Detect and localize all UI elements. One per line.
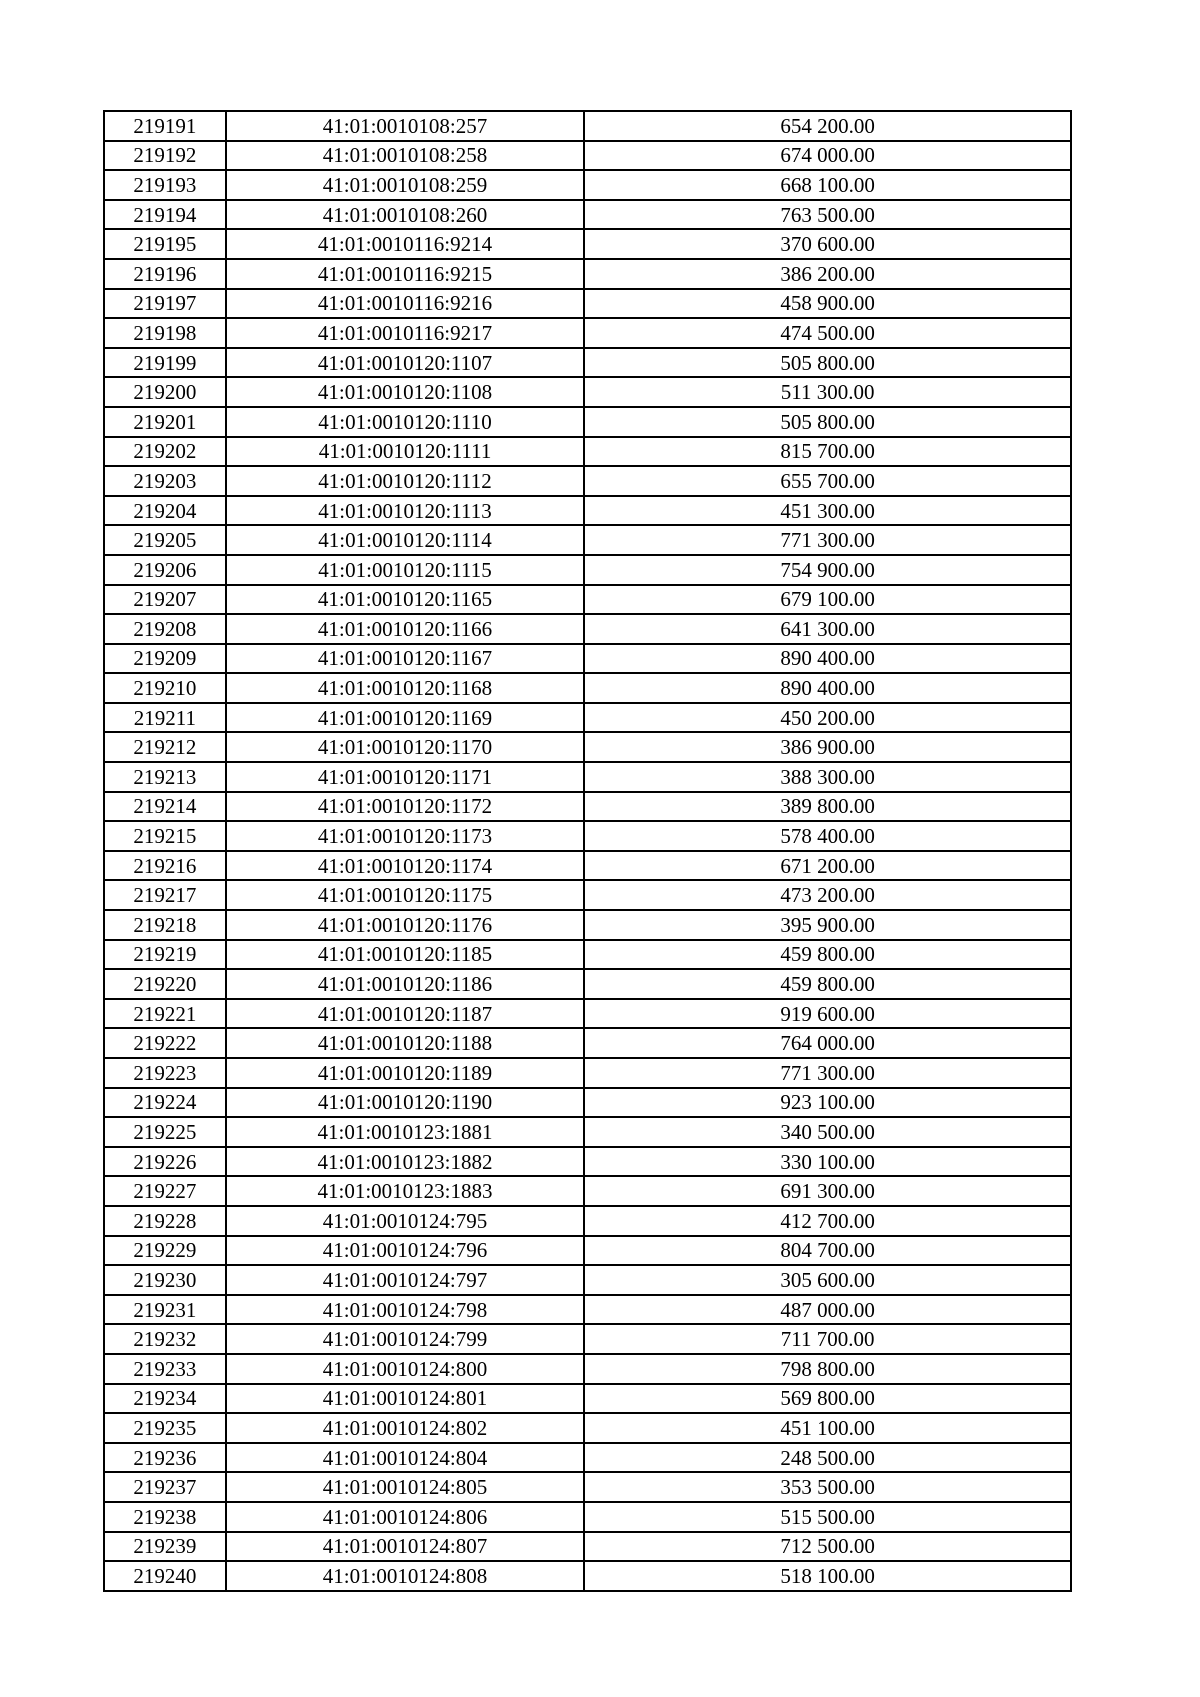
cadastral-value-cell: 386 200.00 — [584, 259, 1071, 289]
table-row — [104, 229, 1071, 259]
table-row — [104, 732, 1071, 762]
cadastral-number-cell: 41:01:0010120:1107 — [226, 348, 584, 378]
cadastral-number-cell: 41:01:0010108:258 — [226, 141, 584, 171]
cadastral-value-cell: 674 000.00 — [584, 141, 1071, 171]
cadastral-number-cell: 41:01:0010124:808 — [226, 1561, 584, 1591]
row-number-cell: 219227 — [104, 1176, 226, 1206]
table-row — [104, 1028, 1071, 1058]
cadastral-value-cell: 691 300.00 — [584, 1176, 1071, 1206]
cadastral-value-cell: 370 600.00 — [584, 229, 1071, 259]
cadastral-value-cell: 515 500.00 — [584, 1502, 1071, 1532]
cadastral-value-cell: 919 600.00 — [584, 999, 1071, 1029]
table-row — [104, 1532, 1071, 1562]
cadastral-number-cell: 41:01:0010120:1190 — [226, 1088, 584, 1118]
table-row — [104, 1413, 1071, 1443]
row-number-cell: 219195 — [104, 229, 226, 259]
cadastral-number-cell: 41:01:0010116:9216 — [226, 289, 584, 319]
cadastral-value-cell: 474 500.00 — [584, 318, 1071, 348]
cadastral-number-cell: 41:01:0010108:260 — [226, 200, 584, 230]
cadastral-value-cell: 305 600.00 — [584, 1265, 1071, 1295]
cadastral-number-cell: 41:01:0010116:9215 — [226, 259, 584, 289]
row-number-cell: 219209 — [104, 644, 226, 674]
table-row — [104, 851, 1071, 881]
cadastral-number-cell: 41:01:0010120:1113 — [226, 496, 584, 526]
cadastral-value-cell: 487 000.00 — [584, 1295, 1071, 1325]
cadastral-value-cell: 505 800.00 — [584, 348, 1071, 378]
table-row — [104, 496, 1071, 526]
row-number-cell: 219231 — [104, 1295, 226, 1325]
table-row — [104, 1176, 1071, 1206]
table-row — [104, 200, 1071, 230]
cadastral-number-cell: 41:01:0010116:9214 — [226, 229, 584, 259]
row-number-cell: 219237 — [104, 1472, 226, 1502]
cadastral-number-cell: 41:01:0010124:807 — [226, 1532, 584, 1562]
table-row — [104, 969, 1071, 999]
row-number-cell: 219240 — [104, 1561, 226, 1591]
cadastral-number-cell: 41:01:0010116:9217 — [226, 318, 584, 348]
cadastral-value-cell: 890 400.00 — [584, 673, 1071, 703]
row-number-cell: 219197 — [104, 289, 226, 319]
cadastral-value-cell: 389 800.00 — [584, 792, 1071, 822]
cadastral-number-cell: 41:01:0010123:1881 — [226, 1117, 584, 1147]
cadastral-value-cell: 330 100.00 — [584, 1147, 1071, 1177]
cadastral-value-cell: 815 700.00 — [584, 437, 1071, 467]
cadastral-number-cell: 41:01:0010120:1111 — [226, 437, 584, 467]
cadastral-value-cell: 518 100.00 — [584, 1561, 1071, 1591]
row-number-cell: 219207 — [104, 585, 226, 615]
table-row — [104, 141, 1071, 171]
cadastral-value-cell: 654 200.00 — [584, 111, 1071, 141]
table-row — [104, 1295, 1071, 1325]
row-number-cell: 219225 — [104, 1117, 226, 1147]
row-number-cell: 219191 — [104, 111, 226, 141]
cadastral-value-cell: 412 700.00 — [584, 1206, 1071, 1236]
cadastral-value-cell: 459 800.00 — [584, 969, 1071, 999]
row-number-cell: 219224 — [104, 1088, 226, 1118]
cadastral-value-cell: 388 300.00 — [584, 762, 1071, 792]
row-number-cell: 219211 — [104, 703, 226, 733]
row-number-cell: 219193 — [104, 170, 226, 200]
cadastral-number-cell: 41:01:0010120:1114 — [226, 525, 584, 555]
cadastral-value-cell: 450 200.00 — [584, 703, 1071, 733]
row-number-cell: 219212 — [104, 732, 226, 762]
cadastral-number-cell: 41:01:0010123:1883 — [226, 1176, 584, 1206]
table-row — [104, 466, 1071, 496]
table-row — [104, 1502, 1071, 1532]
table-row — [104, 318, 1071, 348]
cadastral-value-cell: 668 100.00 — [584, 170, 1071, 200]
cadastral-number-cell: 41:01:0010120:1188 — [226, 1028, 584, 1058]
cadastral-value-cell: 451 100.00 — [584, 1413, 1071, 1443]
row-number-cell: 219226 — [104, 1147, 226, 1177]
cadastral-value-cell: 655 700.00 — [584, 466, 1071, 496]
table-row — [104, 555, 1071, 585]
table-row — [104, 259, 1071, 289]
table-row — [104, 525, 1071, 555]
cadastral-number-cell: 41:01:0010120:1169 — [226, 703, 584, 733]
cadastral-value-cell: 890 400.00 — [584, 644, 1071, 674]
table-row — [104, 792, 1071, 822]
cadastral-value-cell: 451 300.00 — [584, 496, 1071, 526]
cadastral-number-cell: 41:01:0010120:1115 — [226, 555, 584, 585]
row-number-cell: 219220 — [104, 969, 226, 999]
table-body — [104, 111, 1071, 1591]
row-number-cell: 219236 — [104, 1443, 226, 1473]
cadastral-number-cell: 41:01:0010120:1171 — [226, 762, 584, 792]
cadastral-value-cell: 923 100.00 — [584, 1088, 1071, 1118]
row-number-cell: 219234 — [104, 1384, 226, 1414]
cadastral-value-cell: 712 500.00 — [584, 1532, 1071, 1562]
cadastral-value-cell: 671 200.00 — [584, 851, 1071, 881]
table-row — [104, 1117, 1071, 1147]
table-row — [104, 644, 1071, 674]
cadastral-number-cell: 41:01:0010120:1168 — [226, 673, 584, 703]
table-row — [104, 1206, 1071, 1236]
row-number-cell: 219201 — [104, 407, 226, 437]
table-row — [104, 880, 1071, 910]
cadastral-number-cell: 41:01:0010124:795 — [226, 1206, 584, 1236]
cadastral-value-cell: 771 300.00 — [584, 1058, 1071, 1088]
row-number-cell: 219213 — [104, 762, 226, 792]
cadastral-value-cell: 804 700.00 — [584, 1236, 1071, 1266]
cadastral-value-cell: 711 700.00 — [584, 1324, 1071, 1354]
row-number-cell: 219210 — [104, 673, 226, 703]
cadastral-number-cell: 41:01:0010120:1173 — [226, 821, 584, 851]
cadastral-number-cell: 41:01:0010123:1882 — [226, 1147, 584, 1177]
row-number-cell: 219206 — [104, 555, 226, 585]
cadastral-number-cell: 41:01:0010120:1166 — [226, 614, 584, 644]
cadastral-value-cell: 763 500.00 — [584, 200, 1071, 230]
row-number-cell: 219216 — [104, 851, 226, 881]
table-row — [104, 673, 1071, 703]
row-number-cell: 219232 — [104, 1324, 226, 1354]
table-row — [104, 377, 1071, 407]
row-number-cell: 219192 — [104, 141, 226, 171]
cadastral-number-cell: 41:01:0010124:804 — [226, 1443, 584, 1473]
table-row — [104, 1443, 1071, 1473]
cadastral-value-cell: 353 500.00 — [584, 1472, 1071, 1502]
cadastral-value-cell: 679 100.00 — [584, 585, 1071, 615]
cadastral-value-cell: 764 000.00 — [584, 1028, 1071, 1058]
row-number-cell: 219229 — [104, 1236, 226, 1266]
row-number-cell: 219196 — [104, 259, 226, 289]
row-number-cell: 219230 — [104, 1265, 226, 1295]
cadastral-value-cell: 459 800.00 — [584, 940, 1071, 970]
cadastral-number-cell: 41:01:0010124:796 — [226, 1236, 584, 1266]
cadastral-number-cell: 41:01:0010124:801 — [226, 1384, 584, 1414]
row-number-cell: 219215 — [104, 821, 226, 851]
row-number-cell: 219194 — [104, 200, 226, 230]
cadastral-number-cell: 41:01:0010120:1186 — [226, 969, 584, 999]
table-row — [104, 762, 1071, 792]
row-number-cell: 219204 — [104, 496, 226, 526]
cadastral-number-cell: 41:01:0010124:797 — [226, 1265, 584, 1295]
cadastral-value-cell: 473 200.00 — [584, 880, 1071, 910]
cadastral-number-cell: 41:01:0010120:1110 — [226, 407, 584, 437]
row-number-cell: 219203 — [104, 466, 226, 496]
table-row — [104, 703, 1071, 733]
cadastral-number-cell: 41:01:0010120:1167 — [226, 644, 584, 674]
row-number-cell: 219217 — [104, 880, 226, 910]
row-number-cell: 219198 — [104, 318, 226, 348]
table-row — [104, 170, 1071, 200]
row-number-cell: 219218 — [104, 910, 226, 940]
table-row — [104, 111, 1071, 141]
cadastral-number-cell: 41:01:0010120:1187 — [226, 999, 584, 1029]
cadastral-value-cell: 798 800.00 — [584, 1354, 1071, 1384]
row-number-cell: 219238 — [104, 1502, 226, 1532]
cadastral-value-cell: 395 900.00 — [584, 910, 1071, 940]
table-row — [104, 1472, 1071, 1502]
table-row — [104, 407, 1071, 437]
cadastral-value-table — [103, 110, 1072, 1592]
cadastral-number-cell: 41:01:0010108:257 — [226, 111, 584, 141]
row-number-cell: 219222 — [104, 1028, 226, 1058]
cadastral-value-cell: 458 900.00 — [584, 289, 1071, 319]
cadastral-number-cell: 41:01:0010120:1165 — [226, 585, 584, 615]
table-row — [104, 289, 1071, 319]
row-number-cell: 219219 — [104, 940, 226, 970]
cadastral-number-cell: 41:01:0010120:1175 — [226, 880, 584, 910]
cadastral-value-cell: 754 900.00 — [584, 555, 1071, 585]
table-row — [104, 1265, 1071, 1295]
row-number-cell: 219233 — [104, 1354, 226, 1384]
row-number-cell: 219235 — [104, 1413, 226, 1443]
table-row — [104, 910, 1071, 940]
cadastral-value-cell: 641 300.00 — [584, 614, 1071, 644]
table-row — [104, 437, 1071, 467]
row-number-cell: 219200 — [104, 377, 226, 407]
cadastral-number-cell: 41:01:0010124:800 — [226, 1354, 584, 1384]
cadastral-number-cell: 41:01:0010124:802 — [226, 1413, 584, 1443]
row-number-cell: 219221 — [104, 999, 226, 1029]
table-row — [104, 1058, 1071, 1088]
table-row — [104, 1088, 1071, 1118]
table-row — [104, 821, 1071, 851]
cadastral-value-cell: 569 800.00 — [584, 1384, 1071, 1414]
row-number-cell: 219239 — [104, 1532, 226, 1562]
row-number-cell: 219199 — [104, 348, 226, 378]
cadastral-value-cell: 340 500.00 — [584, 1117, 1071, 1147]
cadastral-number-cell: 41:01:0010124:806 — [226, 1502, 584, 1532]
table-row — [104, 1561, 1071, 1591]
table-row — [104, 940, 1071, 970]
cadastral-number-cell: 41:01:0010120:1176 — [226, 910, 584, 940]
table-row — [104, 1236, 1071, 1266]
row-number-cell: 219214 — [104, 792, 226, 822]
cadastral-value-cell: 511 300.00 — [584, 377, 1071, 407]
cadastral-value-cell: 386 900.00 — [584, 732, 1071, 762]
table-row — [104, 614, 1071, 644]
row-number-cell: 219223 — [104, 1058, 226, 1088]
table-row — [104, 1354, 1071, 1384]
cadastral-number-cell: 41:01:0010120:1174 — [226, 851, 584, 881]
cadastral-number-cell: 41:01:0010120:1108 — [226, 377, 584, 407]
cadastral-number-cell: 41:01:0010124:805 — [226, 1472, 584, 1502]
row-number-cell: 219228 — [104, 1206, 226, 1236]
cadastral-value-cell: 771 300.00 — [584, 525, 1071, 555]
table-row — [104, 1324, 1071, 1354]
table-row — [104, 999, 1071, 1029]
cadastral-number-cell: 41:01:0010120:1189 — [226, 1058, 584, 1088]
row-number-cell: 219205 — [104, 525, 226, 555]
cadastral-number-cell: 41:01:0010124:799 — [226, 1324, 584, 1354]
cadastral-number-cell: 41:01:0010120:1185 — [226, 940, 584, 970]
cadastral-value-cell: 578 400.00 — [584, 821, 1071, 851]
table-row — [104, 348, 1071, 378]
cadastral-number-cell: 41:01:0010120:1172 — [226, 792, 584, 822]
cadastral-value-cell: 505 800.00 — [584, 407, 1071, 437]
cadastral-number-cell: 41:01:0010124:798 — [226, 1295, 584, 1325]
cadastral-number-cell: 41:01:0010120:1112 — [226, 466, 584, 496]
row-number-cell: 219202 — [104, 437, 226, 467]
cadastral-number-cell: 41:01:0010120:1170 — [226, 732, 584, 762]
row-number-cell: 219208 — [104, 614, 226, 644]
table-row — [104, 1147, 1071, 1177]
table-row — [104, 1384, 1071, 1414]
cadastral-value-cell: 248 500.00 — [584, 1443, 1071, 1473]
cadastral-number-cell: 41:01:0010108:259 — [226, 170, 584, 200]
table-row — [104, 585, 1071, 615]
